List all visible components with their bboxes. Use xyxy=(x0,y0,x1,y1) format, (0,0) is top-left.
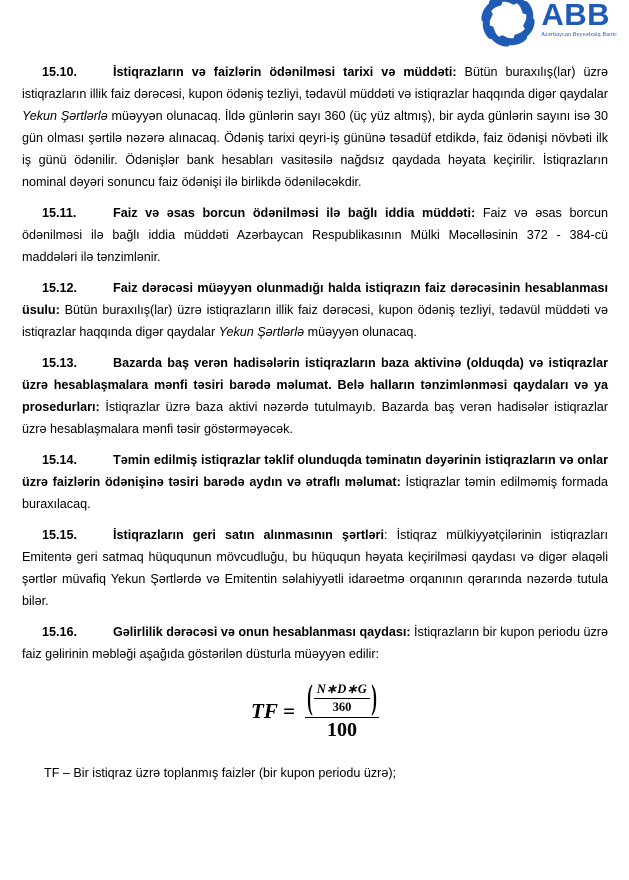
formula-outer-fraction xyxy=(305,677,379,742)
clause-number: 15.13. xyxy=(42,356,78,370)
bank-logo-tagline: Azərbaycan Beynəlxalq Bankı xyxy=(541,32,617,38)
clause-text: İstiqrazlar üzrə baza aktivi nəzərdə tutulmayıb. Bazarda baş verən hadisələr istiqrazlar üzrə hesablaşmalara mənfi təsir göstərməyəcək. xyxy=(22,400,608,436)
formula-inner-denominator: 360 xyxy=(314,698,371,715)
clause-number: 15.15. xyxy=(42,528,78,542)
clause-15-10 xyxy=(22,61,608,193)
clause-15-12 xyxy=(22,277,608,343)
clause-number: 15.14. xyxy=(42,453,78,467)
formula-outer-denominator: 100 xyxy=(305,717,379,742)
clause-15-15 xyxy=(22,524,608,612)
formula-variable-tf: TF xyxy=(251,699,278,723)
bank-logo-abbr: ABB xyxy=(541,0,610,32)
clause-text: müəyyən olunacaq. İldə günlərin sayı 360 (üç yüz altmış), bir ayda günlərin sayını isə 30 gün olması şərtilə nəzərə alınacaq. Ödəniş tarixi qeyri-iş gününə təsadüf etdikdə, faiz ödənişi növbəti ilk iş günü ödənilir. Ödənişlər bank hesabları vasitəsilə nağdsız qaydada həyata keçirilir. İstiqrazların nominal dəyəri sonuncu faiz ödənişi ilə birlikdə ödəniləcəkdir. xyxy=(22,109,608,189)
clause-number: 15.16. xyxy=(42,625,78,639)
clause-text: İstiqrazlar təmin edilməmiş formada buraxılacaq. xyxy=(22,475,608,511)
clause-text: Bütün buraxılış(lar) üzrə istiqrazların illik faiz dərəcəsi, kupon ödəniş tezliyi, tədavül müddəti və istiqrazlar haqqında digər qaydalar xyxy=(22,303,608,339)
clause-heading: Bazarda baş verən hadisələrin istiqrazların baza aktivinə (olduqda) və istiqrazlar üzrə hesablaşmalara mənfi təsiri barədə məlumat. Belə halların tənzimlənməsi qaydaları və ya prosedurları: xyxy=(22,356,608,414)
clause-number: 15.11. xyxy=(42,206,77,220)
clause-heading: Gəlirlilik dərəcəsi və onun hesablanması qaydası: xyxy=(113,625,411,639)
clause-15-11 xyxy=(22,202,608,268)
clause-number: 15.12. xyxy=(42,281,78,295)
close-paren: ) xyxy=(371,677,377,717)
clause-text: : İstiqraz mülkiyyətçilərinin istiqrazları Emitentə geri satmaq hüququnun mövcudluğu, bu hüququn həyata keçirilməsi qaydası və digər əlaqəli şərtlər müvafiq Yekun Şərtlərdə və Emitentin səlahiyyətli idarəetmə orqanının qərarında nəzərdə tutula bilər. xyxy=(22,528,608,608)
clause-heading: İstiqrazların geri satın alınmasının şərtləri xyxy=(113,528,384,542)
bank-logo xyxy=(479,0,617,49)
clause-heading: İstiqrazların və faizlərin ödənilməsi tarixi və müddəti: xyxy=(113,65,457,79)
clause-number: 15.10. xyxy=(42,65,78,79)
clause-heading: Faiz dərəcəsi müəyyən olunmadığı halda istiqrazın faiz dərəcəsinin hesablanması üsulu: xyxy=(22,281,608,317)
clause-15-14 xyxy=(22,449,608,515)
formula-lhs xyxy=(251,699,295,723)
equals-sign: = xyxy=(283,699,296,723)
formula-legend: TF – Bir istiqraz üzrə toplanmış faizlər (bir kupon periodu üzrə); xyxy=(44,766,397,780)
bank-logo-text xyxy=(541,0,617,38)
abb-swirl-icon xyxy=(479,0,537,49)
clause-heading: Faiz və əsas borcun ödənilməsi ilə bağlı iddia müddəti: xyxy=(113,206,476,220)
formula-outer-numerator xyxy=(305,677,379,717)
clause-text: İstiqrazların bir kupon periodu üzrə faiz gəlirinin məbləği aşağıda göstərilən düsturla müəyyən edilir: xyxy=(22,625,609,661)
clause-15-16 xyxy=(22,621,608,665)
document-body xyxy=(22,61,608,784)
clause-text: müəyyən olunacaq. xyxy=(304,325,417,339)
clauses-container xyxy=(22,61,608,665)
coupon-interest-formula xyxy=(22,677,608,742)
formula-inner-fraction xyxy=(314,681,371,715)
clause-15-13 xyxy=(22,352,608,440)
open-paren: ( xyxy=(307,677,313,717)
formula-inner-numerator: N∗D∗G xyxy=(316,682,368,696)
clause-text-italic: Yekun Şərtlərlə xyxy=(218,325,305,339)
clause-heading: Təmin edilmiş istiqrazlar təklif olunduqda təminatın dəyərinin istiqrazların və onlar üzrə faizlərin ödənişinə təsiri barədə aydın və ətraflı məlumat: xyxy=(22,453,608,489)
clause-text-italic: Yekun Şərtlərlə xyxy=(22,109,108,123)
clause-text: Faiz və əsas borcun ödənilməsi ilə bağlı iddia müddəti Azərbaycan Respublikasının Mülki Məcəlləsinin 372 - 384-cü maddələri ilə tənzimlənir. xyxy=(22,206,608,264)
clause-text: Bütün buraxılış(lar) üzrə istiqrazların illik faiz dərəcəsi, kupon ödəniş tezliyi, tədavül müddəti və istiqrazlar haqqında digər qaydalar xyxy=(22,65,608,101)
